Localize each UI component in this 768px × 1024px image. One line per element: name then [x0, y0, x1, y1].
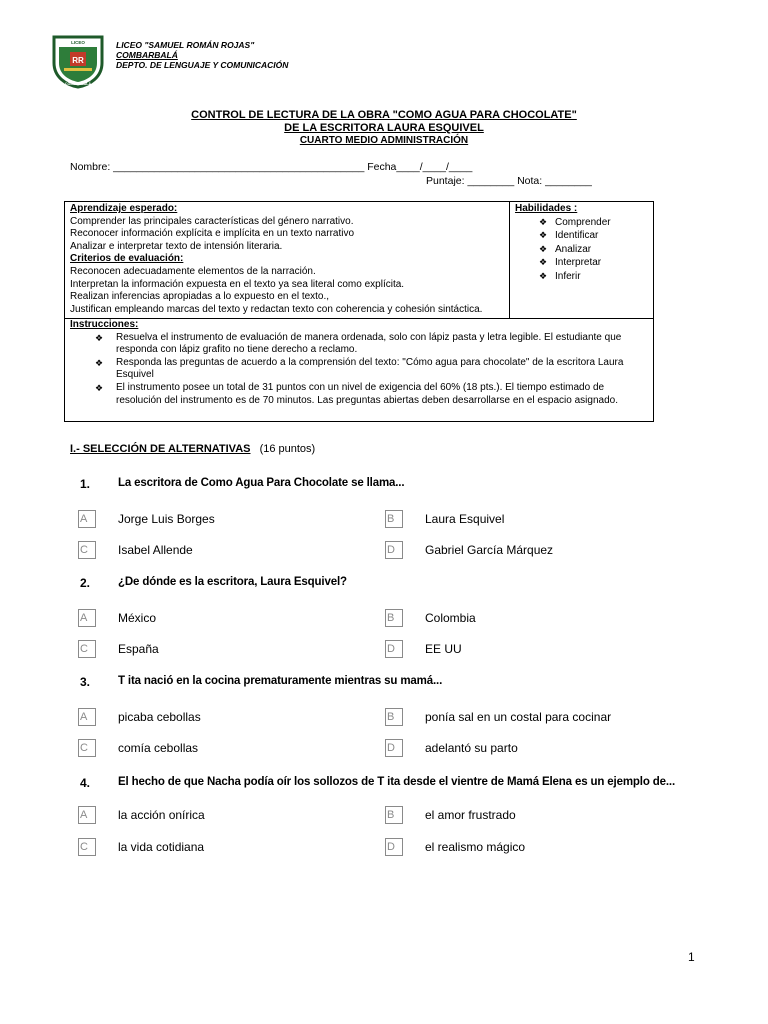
option-a-checkbox[interactable]: A [78, 708, 96, 726]
course-name: CUARTO MEDIO ADMINISTRACIÓN [299, 135, 469, 146]
habilidades-label: Habilidades : [515, 203, 578, 214]
option-c-checkbox[interactable]: C [78, 838, 96, 856]
option-a-checkbox[interactable]: A [78, 609, 96, 627]
option-a-label: la acción onírica [118, 808, 205, 822]
option-c-checkbox[interactable]: C [78, 640, 96, 658]
option-a-checkbox[interactable]: A [78, 510, 96, 528]
column-divider [509, 202, 510, 318]
criterio-item: Interpretan la información expuesta en el texto ya sea literal como explícita. [70, 278, 405, 290]
diamond-bullet-icon: ❖ [539, 243, 548, 254]
aprendizaje-label: Aprendizaje esperado: [70, 203, 178, 214]
diamond-bullet-icon: ❖ [539, 257, 548, 268]
option-d-checkbox[interactable]: D [385, 739, 403, 757]
skills-section [515, 203, 650, 284]
section-heading [70, 443, 315, 455]
skill-item: Identificar [555, 230, 599, 242]
option-c-label: comía cebollas [118, 741, 199, 755]
department-name: DEPTO. DE LENGUAJE Y COMUNICACIÓN [116, 60, 289, 70]
name-date-field[interactable]: Nombre: ___________________________________________ Fecha____/____/____ [70, 161, 473, 173]
option-a-checkbox[interactable]: A [78, 806, 96, 824]
option-c-checkbox[interactable]: C [78, 739, 96, 757]
option-c-checkbox[interactable]: C [78, 541, 96, 559]
school-name: LICEO "SAMUEL ROMÁN ROJAS" [116, 40, 255, 50]
section-title: I.- SELECCIÓN DE ALTERNATIVAS [70, 443, 251, 455]
option-b-checkbox[interactable]: B [385, 510, 403, 528]
question-text: La escritora de Como Agua Para Chocolate se llama... [118, 477, 405, 489]
skill-item: Analizar [555, 243, 592, 255]
option-c-label: Isabel Allende [118, 543, 193, 557]
question-number: 2. [80, 576, 91, 590]
diamond-bullet-icon: ❖ [539, 270, 548, 281]
option-d-checkbox[interactable]: D [385, 640, 403, 658]
criterios-label: Criterios de evaluación: [70, 253, 184, 265]
shield-icon [50, 33, 106, 89]
logo-text-bottom: COMBARBALÁ [64, 82, 92, 86]
option-d-label: adelantó su parto [425, 741, 518, 755]
question-number: 4. [80, 776, 91, 790]
option-d-label: el realismo mágico [425, 840, 526, 854]
document-subtitle: DE LA ESCRITORA LAURA ESQUIVEL [284, 122, 484, 134]
option-b-label: Colombia [425, 611, 476, 625]
skill-item: Inferir [555, 270, 581, 282]
option-b-label: el amor frustrado [425, 808, 516, 822]
section-points: (16 puntos) [259, 443, 316, 455]
info-box [64, 201, 654, 422]
skill-item: Comprender [555, 216, 611, 228]
learning-section [70, 203, 505, 316]
option-a-label: México [118, 611, 157, 625]
logo-initials: RR [72, 56, 84, 65]
aprendizaje-item: Analizar e interpretar texto de intensión literaria. [70, 240, 283, 252]
score-grade-field[interactable]: Puntaje: ________ Nota: ________ [426, 175, 592, 187]
option-b-checkbox[interactable]: B [385, 609, 403, 627]
option-a-label: Jorge Luis Borges [118, 512, 215, 526]
instructions-section [70, 319, 650, 407]
criterio-item: Realizan inferencias apropiadas a lo expuesto en el texto., [70, 291, 330, 303]
school-logo [50, 33, 106, 89]
instruction-item: Responda las preguntas de acuerdo a la comprensión del texto: "Cómo agua para chocolate" de la escritora Laura Esquivel [116, 356, 624, 381]
diamond-bullet-icon: ❖ [539, 216, 548, 227]
option-b-label: ponía sal en un costal para cocinar [425, 710, 612, 724]
option-b-label: Laura Esquivel [425, 512, 505, 526]
criterio-item: Justifican empleando marcas del texto y redactan texto con coherencia y cohesión sintáctica. [70, 303, 483, 315]
option-c-label: la vida cotidiana [118, 840, 205, 854]
diamond-bullet-icon: ❖ [539, 230, 548, 241]
aprendizaje-item: Reconocer información explícita e implícita en un texto narrativo [70, 228, 355, 240]
option-d-label: Gabriel García Márquez [425, 543, 554, 557]
question-number: 3. [80, 675, 91, 689]
instruction-item: El instrumento posee un total de 31 puntos con un nivel de exigencia del 60% (18 pts.). El tiempo estimado de resolución del instrumento es de 70 minutos. Las preguntas abiertas deben desarrollarse en el espacio asignado. [116, 381, 618, 406]
option-d-label: EE UU [425, 642, 462, 656]
question-number: 1. [80, 477, 91, 491]
document-title: CONTROL DE LECTURA DE LA OBRA "COMO AGUA PARA CHOCOLATE" [191, 109, 577, 121]
instrucciones-label: Instrucciones: [70, 319, 139, 330]
option-b-checkbox[interactable]: B [385, 806, 403, 824]
criterio-item: Reconocen adecuadamente elementos de la narración. [70, 265, 316, 277]
diamond-bullet-icon: ❖ [95, 382, 104, 393]
page-number: 1 [688, 950, 695, 964]
option-c-label: España [118, 642, 159, 656]
option-d-checkbox[interactable]: D [385, 541, 403, 559]
diamond-bullet-icon: ❖ [95, 357, 104, 368]
question-text: T ita nació en la cocina prematuramente mientras su mamá... [118, 675, 443, 687]
question-text: ¿De dónde es la escritora, Laura Esquivel? [118, 576, 347, 588]
option-a-label: picaba cebollas [118, 710, 201, 724]
skill-item: Interpretar [555, 257, 602, 269]
school-city: COMBARBALÁ [116, 50, 178, 60]
option-b-checkbox[interactable]: B [385, 708, 403, 726]
option-d-checkbox[interactable]: D [385, 838, 403, 856]
diamond-bullet-icon: ❖ [95, 332, 104, 343]
aprendizaje-item: Comprender las principales características del género narrativo. [70, 215, 354, 227]
question-text: El hecho de que Nacha podía oír los sollozos de T ita desde el vientre de Mamá Elena es un ejemplo de... [118, 776, 675, 788]
logo-text-top: LICEO [71, 40, 85, 45]
instruction-item: Resuelva el instrumento de evaluación de manera ordenada, solo con lápiz pasta y letra legible. El estudiante que responda con lápiz grafito no tiene derecho a reclamo. [116, 331, 622, 356]
